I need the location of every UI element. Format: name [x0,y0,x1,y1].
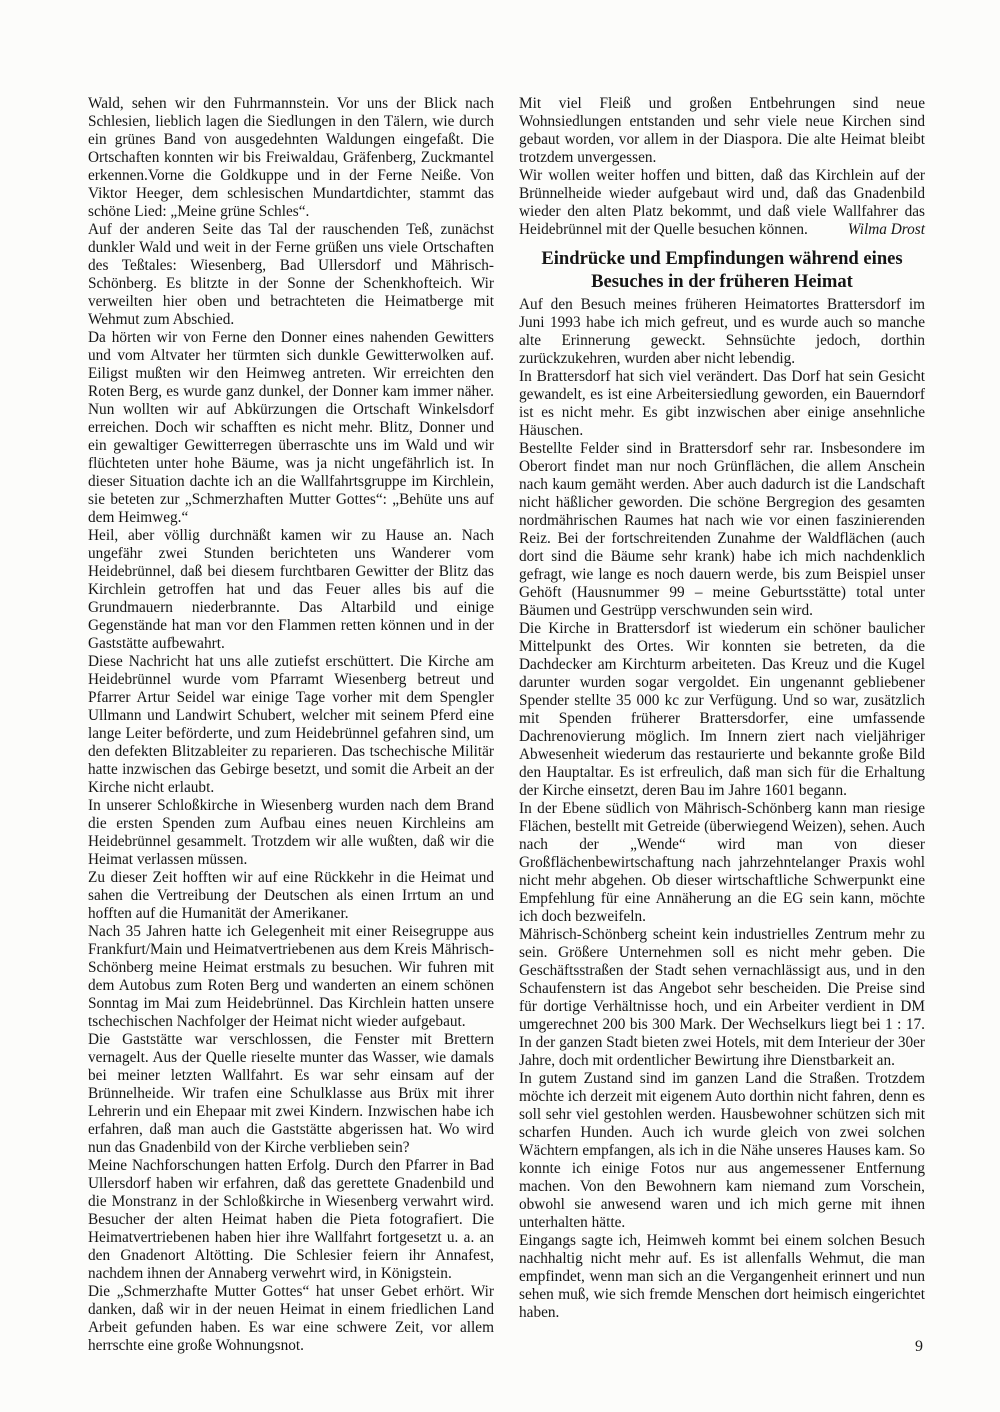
paragraph: Auf den Besuch meines früheren Heimatortes Brattersdorf im Juni 1993 habe ich mich gefreut, und es wurde auch so manche alte Erinnerung geweckt. Sehnsüchte jedoch, dorthin zurückzukehren, wurden aber nicht lebendig. [519,296,925,367]
author-signature: Wilma Drost [847,221,925,238]
paragraph: Die Kirche in Brattersdorf ist wiederum ein schöner baulicher Mittelpunkt des Ortes. Wir konnten sie betreten, da die Dachdecker am Kirchturm arbeiteten. Das Kreuz und die Kugel darunter wurden sogar vergoldet. Ein ungenannt gebliebener Spender stellte 35 000 kc zur Verfügung. Und so war, zusätzlich mit Spenden früherer Brattersdorfer, eine umfassende Dachrenovierung möglich. Im Innern ziert nach vieljähriger Abwesenheit wiederum das restaurierte und bekannte große Bild den Hauptaltar. Es ist erfreulich, daß man sich für die Erhaltung der Kirche einsetzt, deren Bau im Jahre 1601 begann. [519,620,925,799]
right-column [519,95,925,1355]
paragraph: Nach 35 Jahren hatte ich Gelegenheit mit einer Reisegruppe aus Frankfurt/Main und Heimatvertriebenen aus dem Kreis Mährisch-Schönberg meine Heimat erstmals zu besuchen. Wir fuhren mit dem Autobus zum Roten Berg und wanderten an einem schönen Sonntag im Mai zum Heidebrünnel. Das Kirchlein hatten unsere tschechischen Nachfolger der Heimat nicht wieder aufgebaut. [88,923,494,1030]
paragraph: In Brattersdorf hat sich viel verändert. Das Dorf hat sein Gesicht gewandelt, es ist eine Arbeitersiedlung geworden, ein Bauerndorf ist es nicht mehr. Es gibt inzwischen aber einige ansehnliche Häuschen. [519,368,925,439]
paragraph: Meine Nachforschungen hatten Erfolg. Durch den Pfarrer in Bad Ullersdorf haben wir erfahren, daß das gerettete Gnadenbild und die Monstranz in der Schloßkirche in Wiesenberg verwahrt wird. Besucher der alten Heimat haben die Pieta fotografiert. Die Heimatvertriebenen haben hier ihre Wallfahrt fortgesetzt u. a. an den Gnadenort Altötting. Die Schlesier feiern ihr Annafest, nachdem ihnen der Annaberg verwehrt wird, in Königstein. [88,1157,494,1282]
article-heading [519,248,925,293]
paragraph: Heil, aber völlig durchnäßt kamen wir zu Hause an. Nach ungefähr zwei Stunden berichteten uns Wanderer vom Heidebrünnel, daß bei diesem furchtbaren Gewitter der Blitz das Kirchlein getroffen hat und das Feuer alles bis auf die Grundmauern niederbrannte. Das Altarbild und einige Gegenstände hat man vor den Flammen retten können und in der Gaststätte aufbewahrt. [88,527,494,652]
paragraph: In unserer Schloßkirche in Wiesenberg wurden nach dem Brand die ersten Spenden zum Aufbau eines neuen Kirchleins am Heidebrünnel gesammelt. Trotzdem wir alle wußten, daß wir die Heimat verlassen müssen. [88,797,494,868]
two-column-layout [88,95,925,1355]
paragraph: Eingangs sagte ich, Heimweh kommt bei einem solchen Besuch nachhaltig nicht mehr auf. Es ist allenfalls Wehmut, die man empfindet, wenn man sich an die Vergangenheit erinnert und nun sehen muß, wie sich fremde Menschen dort heimisch eingerichtet haben. [519,1232,925,1321]
paragraph: Zu dieser Zeit hofften wir auf eine Rückkehr in die Heimat und sahen die Vertreibung der Deutschen als einen Irrtum an und hofften auf die Humanität der Amerikaner. [88,869,494,922]
paragraph: Wald, sehen wir den Fuhrmannstein. Vor uns der Blick nach Schlesien, lieblich lagen die Siedlungen in den Tälern, wie durch ein grünes Band von ausgedehnten Waldungen eingefaßt. Die Ortschaften konnten wir bis Freiwaldau, Gräfenberg, Zuckmantel erkennen.Vorne die Goldkuppe und in der Ferne Neiße. Von Viktor Heeger, dem schlesischen Mundartdichter, stammt das schöne Lied: „Meine grüne Schles“. [88,95,494,220]
paragraph: Bestellte Felder sind in Brattersdorf sehr rar. Insbesondere im Oberort findet man nur noch Grünflächen, die allem Anschein nach kaum gemäht werden. Aber auch dadurch ist die Landschaft nicht häßlicher geworden. Die schöne Bergregion des gesamten nordmährischen Raumes hat nach wie vor einen faszinierenden Reiz. Bei der fortschreitenden Zunahme der Waldflächen (auch dort sind die Bäume sehr krank) habe ich mich nachdenklich gefragt, wie lange es noch dauern werde, bis zum Beispiel unser Gehöft (Hausnummer 99 – meine Geburtsstätte) total unter Bäumen und Gestrüpp verschwunden sein wird. [519,440,925,619]
page-number: 9 [915,1338,923,1355]
paragraph: Da hörten wir von Ferne den Donner eines nahenden Gewitters und vom Altvater her türmten sich dunkle Gewitterwolken auf. Eiligst mußten wir den Heimweg antreten. Wir erreichten den Roten Berg, es wurde ganz dunkel, der Donner kam immer näher. Nun wollten wir auf Abkürzungen die Ortschaft Winkelsdorf erreichen. Doch wir schafften es nicht mehr. Blitz, Donner und ein gewaltiger Gewitterregen überraschte uns im Wald und wir flüchteten unter hohe Bäume, was ja nicht ungefährlich ist. In dieser Situation dachte ich an die Wallfahrtsgruppe im Kirchlein, sie beteten zur „Schmerzhaften Mutter Gottes“: „Behüte uns auf dem Heimweg.“ [88,329,494,526]
paragraph: Mit viel Fleiß und großen Entbehrungen sind neue Wohnsiedlungen entstanden und sehr viele neue Kirchen sind gebaut worden, vor allem in der Diaspora. Die alte Heimat bleibt trotzdem unvergessen. [519,95,925,166]
paragraph: In gutem Zustand sind im ganzen Land die Straßen. Trotzdem möchte ich derzeit mit eigenem Auto dorthin nicht fahren, denn es soll sehr viel gestohlen werden. Hausbewohner schützen sich mit scharfen Hunden. Auch ich wurde gleich von zwei solchen Wächtern empfangen, als ich in die Nähe unseres Hauses kam. So konnte ich einige Fotos nur aus angemessener Entfernung machen. Von den Bewohnern kam niemand zum Vorschein, obwohl sie anwesend waren und ich mich gerne mit ihnen unterhalten hätte. [519,1070,925,1231]
paragraph: Mährisch-Schönberg scheint kein industrielles Zentrum mehr zu sein. Größere Unternehmen soll es nicht mehr geben. Die Geschäftsstraßen der Stadt sehen vernachlässigt aus, und in den Schaufenstern ist das Angebot sehr bescheiden. Die Preise sind für dortige Verhältnisse hoch, und ein Arbeiter verdient in DM umgerechnet 200 bis 300 Mark. Der Wechselkurs liegt bei 1 : 17. In der ganzen Stadt bieten zwei Hotels, mit dem Interieur der 30er Jahre, doch mit ordentlicher Bewirtung ihre Dienstbarkeit an. [519,926,925,1069]
left-column [88,95,494,1355]
paragraph: Auf der anderen Seite das Tal der rauschenden Teß, zunächst dunkler Wald und weit in der Ferne grüßen uns viele Ortschaften des Teßtales: Wiesenberg, Bad Ullersdorf und Mährisch-Schönberg. Es blitzte in der Sonne der Schenkhofteich. Wir verweilten hier oben und betrachteten die Heimatberge mit Wehmut zum Abschied. [88,221,494,328]
paragraph: In der Ebene südlich von Mährisch-Schönberg kann man riesige Flächen, bestellt mit Getreide (überwiegend Weizen), sehen. Auch nach der „Wende“ wird man von dieser Großflächenbewirtschaftung nach jahrzehntelanger Praxis wohl nicht mehr abgehen. Ob dieser wirtschaftliche Schwerpunkt eine Empfehlung für eine Annäherung an die EG sein kann, möchte ich doch bezweifeln. [519,800,925,925]
paragraph: Die „Schmerzhafte Mutter Gottes“ hat unser Gebet erhört. Wir danken, daß wir in der neuen Heimat in einem friedlichen Land Arbeit gefunden haben. Es war eine schwere Zeit, vor allem herrschte eine große Wohnungsnot. [88,1283,494,1354]
paragraph: Die Gaststätte war verschlossen, die Fenster mit Brettern vernagelt. Aus der Quelle rieselte munter das Wasser, wie damals bei meiner letzten Wallfahrt. Es war sehr einsam auf der Brünnelheide. Wir trafen eine Schulklasse aus Brüx mit ihrer Lehrerin und ein Ehepaar mit zwei Kindern. Inzwischen habe ich erfahren, daß man auch die Gaststätte abgerissen hat. Wo wird nun das Gnadenbild von der Kirche verblieben sein? [88,1031,494,1156]
article-heading-line-1: Eindrücke und Empfindungen während eines [541,248,903,269]
paragraph-with-signature [519,167,925,239]
paragraph: Diese Nachricht hat uns alle zutiefst erschüttert. Die Kirche am Heidebrünnel wurde vom Pfarramt Wiesenberg betreut und Pfarrer Artur Seidel war einige Tage vorher mit dem Spengler Ullmann und Landwirt Schubert, welcher mit seinem Pferd eine lange Leiter beförderte, und zum Heidebrünnel gefahren sind, um den defekten Blitzableiter zu reparieren. Das tschechische Militär hatte inzwischen das Gebirge besetzt, und somit die Arbeit an der Kirche nicht erlaubt. [88,653,494,796]
article-heading-line-2: Besuches in der früheren Heimat [591,270,853,292]
paragraph-text: Wir wollen weiter hoffen und bitten, daß das Kirchlein auf der Brünnelheide wieder aufgebaut wird und, daß das Gnadenbild wieder den alten Platz bekommt, und daß viele Wallfahrer das Heidebrünnel mit der Quelle besuchen können. [519,167,925,238]
